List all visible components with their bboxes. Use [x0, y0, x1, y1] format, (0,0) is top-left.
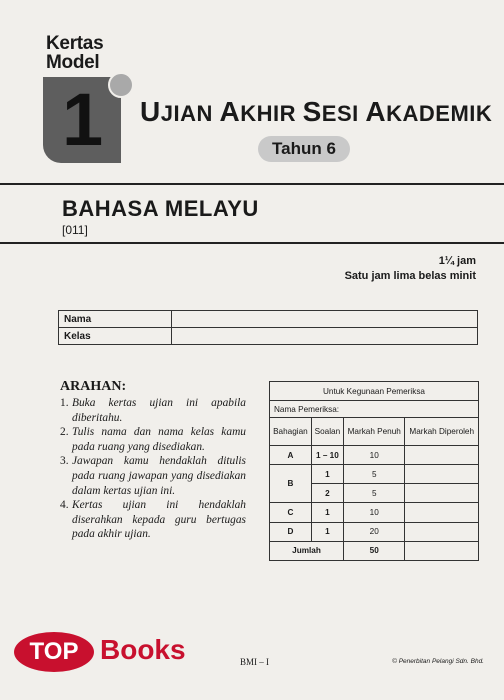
class-field[interactable] [172, 328, 478, 345]
paper-number: 1 [62, 78, 104, 161]
section-cell: C [270, 503, 312, 522]
column-header: Markah Diperoleh [405, 418, 479, 446]
instruction-number: 4. [60, 499, 69, 512]
exam-title-part: ESI [321, 101, 366, 126]
marks-table-title: Untuk Kegunaan Pemeriksa [270, 382, 479, 401]
paper-label-line2: Model [46, 52, 100, 73]
table-row [270, 401, 479, 418]
table-row [270, 382, 479, 401]
column-header: Markah Penuh [343, 418, 405, 446]
student-info-table [58, 310, 478, 345]
table-row [59, 328, 478, 345]
examiner-marks-table [269, 381, 479, 561]
total-obtained-cell[interactable] [405, 541, 479, 560]
instruction-item [60, 454, 246, 498]
exam-title-part: KADEMIK [386, 101, 493, 126]
section-cell: D [270, 522, 312, 541]
instruction-item [60, 425, 246, 454]
obtained-marks-cell[interactable] [405, 446, 479, 465]
question-cell: 1 [311, 503, 343, 522]
full-marks-cell: 5 [343, 484, 405, 503]
obtained-marks-cell[interactable] [405, 484, 479, 503]
full-marks-cell: 10 [343, 503, 405, 522]
duration-short: 1¼ jam [438, 255, 476, 267]
page-code: BMI – I [240, 657, 269, 667]
question-cell: 2 [311, 484, 343, 503]
question-cell: 1 [311, 522, 343, 541]
paper-label [46, 34, 103, 72]
instructions-heading: ARAHAN: [60, 379, 127, 394]
obtained-marks-cell[interactable] [405, 465, 479, 484]
instruction-text: Buka kertas ujian ini apabila diberitahu. [72, 397, 246, 424]
divider-top [0, 183, 504, 185]
subject-code: [011] [62, 223, 88, 237]
exam-title [140, 96, 492, 128]
table-row [270, 522, 479, 541]
table-row [270, 503, 479, 522]
full-marks-cell: 10 [343, 446, 405, 465]
table-row [59, 311, 478, 328]
paper-label-line1: Kertas [46, 33, 104, 54]
instruction-item [60, 498, 246, 542]
instruction-number: 2. [60, 426, 69, 439]
exam-title-part: KHIR [240, 101, 303, 126]
logo-top-badge: TOP [14, 632, 94, 672]
question-cell: 1 – 10 [311, 446, 343, 465]
exam-title-part: U [140, 96, 161, 127]
table-header-row [270, 418, 479, 446]
obtained-marks-cell[interactable] [405, 503, 479, 522]
class-label: Kelas [59, 328, 172, 345]
column-header: Bahagian [270, 418, 312, 446]
year-badge: Tahun 6 [258, 136, 350, 162]
logo-books-text: Books [100, 634, 186, 665]
subject-title: BAHASA MELAYU [62, 196, 259, 221]
duration-long: Satu jam lima belas minit [344, 270, 476, 282]
instruction-number: 3. [60, 455, 69, 468]
instruction-item [60, 396, 246, 425]
column-header: Soalan [311, 418, 343, 446]
examiner-name-label: Nama Pemeriksa: [270, 401, 479, 418]
table-row [270, 446, 479, 465]
full-marks-cell: 5 [343, 465, 405, 484]
divider-bottom [0, 242, 504, 244]
instruction-text: Kertas ujian ini hendaklah diserahkan kepada guru bertugas pada akhir ujian. [72, 499, 246, 541]
exam-title-part: JIAN [160, 101, 220, 126]
exam-title-part: A [365, 96, 387, 127]
exam-title-part: A [219, 96, 241, 127]
obtained-marks-cell[interactable] [405, 522, 479, 541]
name-field[interactable] [172, 311, 478, 328]
duration [345, 254, 476, 284]
section-cell: B [270, 465, 312, 503]
total-value: 50 [343, 541, 405, 560]
publisher-credit: © Penerbitan Pelangi Sdn. Bhd. [392, 658, 484, 665]
badge-circle-icon [108, 72, 134, 98]
total-label: Jumlah [270, 541, 344, 560]
table-row [270, 465, 479, 484]
full-marks-cell: 20 [343, 522, 405, 541]
exam-title-part: S [302, 96, 322, 127]
question-cell: 1 [311, 465, 343, 484]
section-cell: A [270, 446, 312, 465]
name-label: Nama [59, 311, 172, 328]
instruction-number: 1. [60, 397, 69, 409]
table-total-row [270, 541, 479, 560]
instructions-list [60, 396, 246, 542]
instruction-text: Tulis nama dan nama kelas kamu pada ruang yang disediakan. [72, 426, 246, 453]
instruction-text: Jawapan kamu hendaklah ditulis pada ruang jawapan yang disediakan dalam kertas ujian ini. [72, 455, 246, 497]
